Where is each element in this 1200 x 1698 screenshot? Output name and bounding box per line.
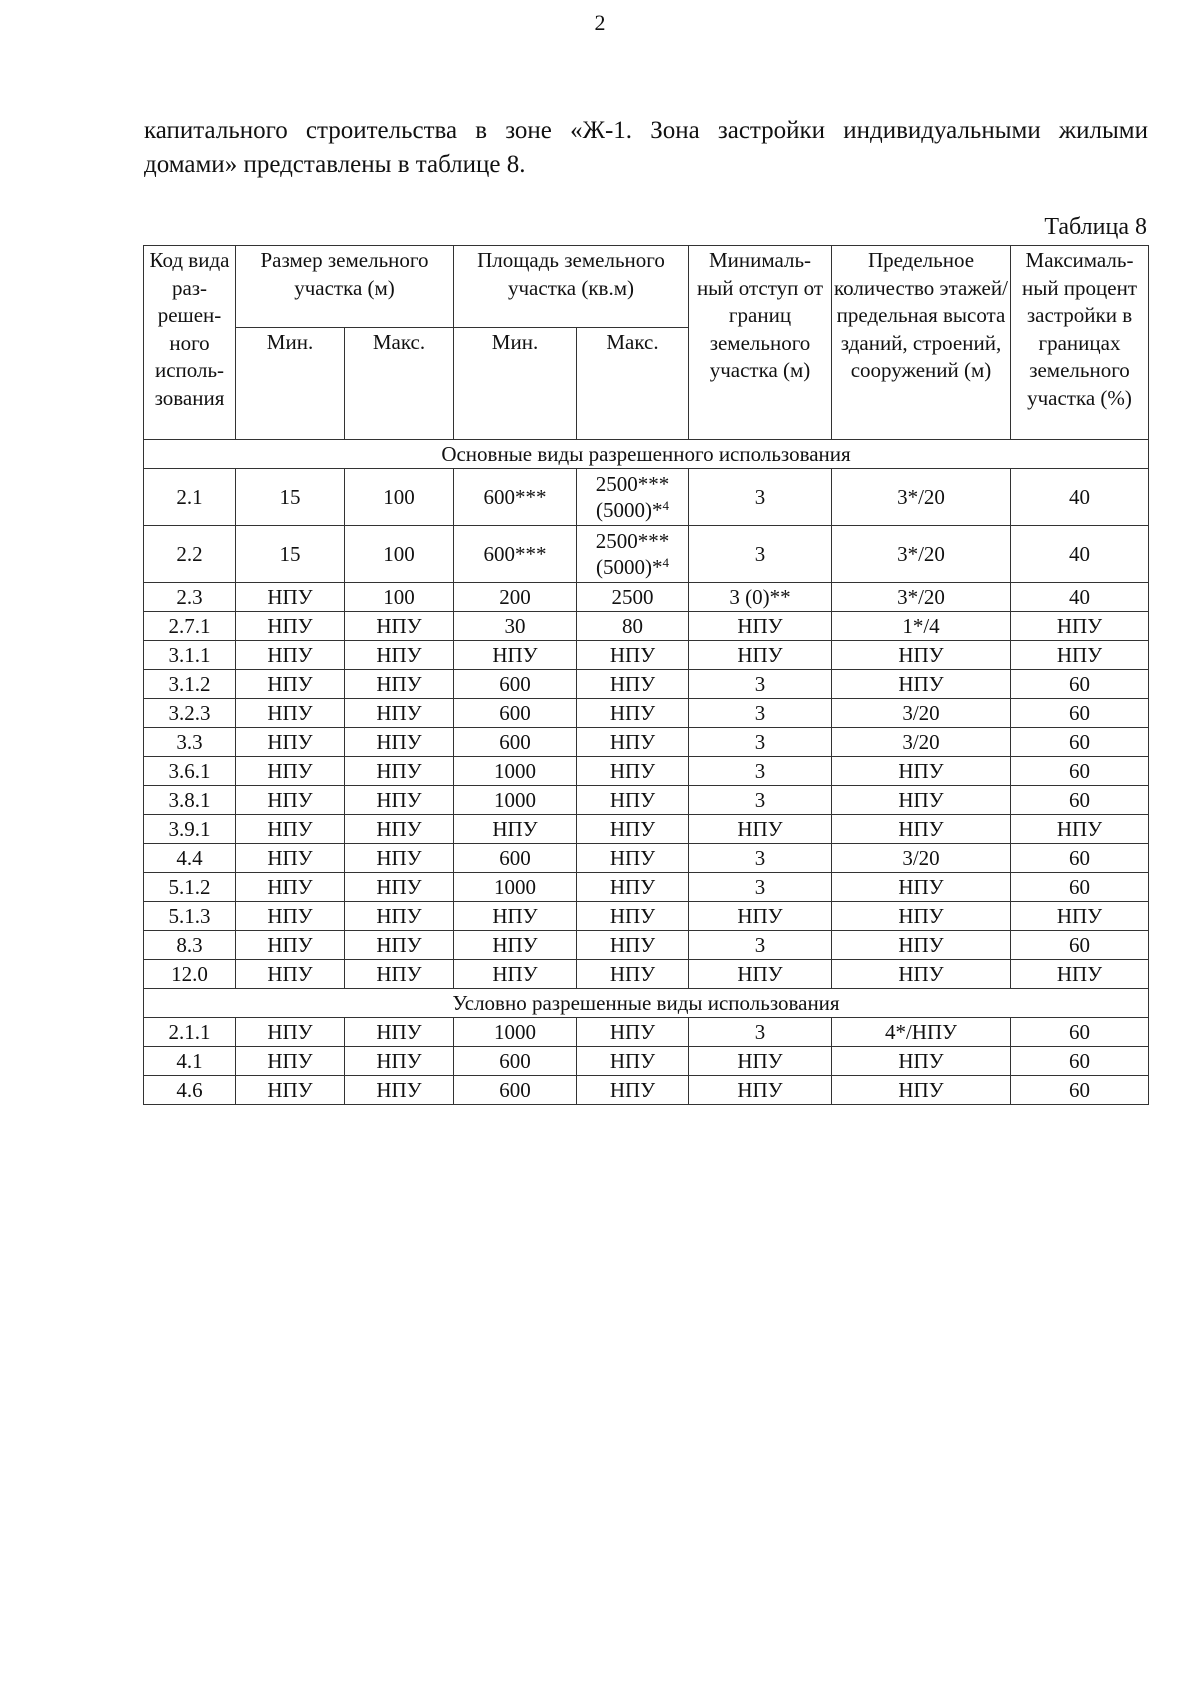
cell-size-max: НПУ	[345, 931, 454, 960]
cell-coverage: 60	[1011, 670, 1149, 699]
table-row	[144, 728, 1149, 757]
cell-floors: 1*/4	[832, 612, 1011, 641]
table-row	[144, 526, 1149, 583]
cell-coverage: 60	[1011, 1018, 1149, 1047]
area-max-line2: (5000)*	[596, 555, 663, 579]
cell-size-max: НПУ	[345, 641, 454, 670]
cell-code: 8.3	[144, 931, 236, 960]
area-max-line1: 2500***	[595, 529, 670, 553]
table-row	[144, 583, 1149, 612]
cell-coverage: 60	[1011, 931, 1149, 960]
cell-setback: НПУ	[689, 1047, 832, 1076]
table-row	[144, 815, 1149, 844]
table-row	[144, 1047, 1149, 1076]
cell-coverage: 60	[1011, 699, 1149, 728]
cell-floors: НПУ	[832, 902, 1011, 931]
cell-code: 3.3	[144, 728, 236, 757]
cell-area-min: 1000	[454, 1018, 577, 1047]
cell-area-max: НПУ	[577, 931, 689, 960]
cell-area-min: 1000	[454, 873, 577, 902]
cell-area-max: НПУ	[577, 844, 689, 873]
cell-size-max: НПУ	[345, 1047, 454, 1076]
cell-size-max: НПУ	[345, 612, 454, 641]
cell-floors: НПУ	[832, 670, 1011, 699]
table-row	[144, 1076, 1149, 1105]
cell-area-min: 600***	[454, 526, 577, 583]
cell-area-max: 80	[577, 612, 689, 641]
cell-coverage: 40	[1011, 469, 1149, 526]
cell-area-max: НПУ	[577, 728, 689, 757]
footnote-mark: 4	[662, 555, 669, 570]
table-caption: Таблица 8	[1044, 214, 1147, 240]
cell-setback: 3	[689, 844, 832, 873]
cell-floors: НПУ	[832, 873, 1011, 902]
cell-area-max: НПУ	[577, 873, 689, 902]
cell-floors: НПУ	[832, 960, 1011, 989]
cell-area-min: 600	[454, 844, 577, 873]
cell-area-max: НПУ	[577, 902, 689, 931]
cell-coverage: НПУ	[1011, 612, 1149, 641]
cell-size-min: 15	[236, 526, 345, 583]
cell-code: 12.0	[144, 960, 236, 989]
cell-size-max: НПУ	[345, 1076, 454, 1105]
cell-setback: 3	[689, 873, 832, 902]
cell-size-min: НПУ	[236, 873, 345, 902]
cell-area-min: НПУ	[454, 902, 577, 931]
cell-code: 2.7.1	[144, 612, 236, 641]
header-plot-area: Площадь земельного участка (кв.м)	[454, 246, 689, 328]
cell-code: 4.6	[144, 1076, 236, 1105]
table-row	[144, 757, 1149, 786]
cell-area-min: 600***	[454, 469, 577, 526]
cell-area-min: 600	[454, 670, 577, 699]
cell-coverage: 60	[1011, 757, 1149, 786]
section-title-conditional: Условно разрешенные виды использования	[144, 989, 1149, 1018]
cell-coverage: 40	[1011, 526, 1149, 583]
cell-coverage: НПУ	[1011, 960, 1149, 989]
table-row	[144, 1018, 1149, 1047]
cell-setback: 3	[689, 728, 832, 757]
cell-area-max: НПУ	[577, 815, 689, 844]
cell-floors: НПУ	[832, 815, 1011, 844]
cell-size-max: НПУ	[345, 902, 454, 931]
table-row	[144, 902, 1149, 931]
cell-size-max: НПУ	[345, 873, 454, 902]
cell-code: 5.1.3	[144, 902, 236, 931]
cell-size-max: НПУ	[345, 815, 454, 844]
cell-size-max: НПУ	[345, 786, 454, 815]
land-use-norms-table	[143, 245, 1149, 1105]
page-number: 2	[594, 10, 606, 35]
cell-area-max: НПУ	[577, 670, 689, 699]
cell-area-min: 600	[454, 1076, 577, 1105]
cell-size-min: НПУ	[236, 583, 345, 612]
table-row	[144, 641, 1149, 670]
cell-coverage: 60	[1011, 786, 1149, 815]
cell-code: 4.1	[144, 1047, 236, 1076]
table-row	[144, 931, 1149, 960]
cell-floors: 4*/НПУ	[832, 1018, 1011, 1047]
header-area-min: Мин.	[454, 328, 577, 440]
cell-setback: 3 (0)**	[689, 583, 832, 612]
cell-size-min: НПУ	[236, 1047, 345, 1076]
cell-area-min: 600	[454, 699, 577, 728]
cell-size-min: НПУ	[236, 1076, 345, 1105]
intro-paragraph: капитального строительства в зоне «Ж-1. Зона застройки индивидуальными жилыми домами» представлены в таблице 8.	[144, 117, 1148, 178]
cell-size-min: НПУ	[236, 960, 345, 989]
cell-area-min: 30	[454, 612, 577, 641]
cell-size-max: НПУ	[345, 960, 454, 989]
cell-setback: 3	[689, 757, 832, 786]
table-row	[144, 670, 1149, 699]
cell-area-max: НПУ	[577, 1018, 689, 1047]
cell-floors: 3*/20	[832, 469, 1011, 526]
cell-setback: НПУ	[689, 641, 832, 670]
cell-area-min: 600	[454, 1047, 577, 1076]
cell-setback: 3	[689, 1018, 832, 1047]
cell-size-max: НПУ	[345, 728, 454, 757]
cell-floors: 3*/20	[832, 583, 1011, 612]
header-min-setback: Минималь-ный отступ от границ земельного участка (м)	[689, 246, 832, 440]
cell-size-min: НПУ	[236, 612, 345, 641]
cell-setback: НПУ	[689, 612, 832, 641]
cell-area-max: НПУ	[577, 757, 689, 786]
cell-area-max: НПУ	[577, 786, 689, 815]
footnote-mark: 4	[662, 498, 669, 513]
cell-coverage: 60	[1011, 873, 1149, 902]
cell-floors: 3/20	[832, 844, 1011, 873]
table-row	[144, 612, 1149, 641]
cell-area-max	[577, 469, 689, 526]
cell-size-max: 100	[345, 583, 454, 612]
cell-size-min: НПУ	[236, 641, 345, 670]
cell-size-min: НПУ	[236, 844, 345, 873]
header-size-max: Макс.	[345, 328, 454, 440]
table-row	[144, 960, 1149, 989]
cell-area-min: 200	[454, 583, 577, 612]
cell-setback: 3	[689, 670, 832, 699]
cell-setback: 3	[689, 469, 832, 526]
cell-area-min: НПУ	[454, 931, 577, 960]
cell-coverage: 60	[1011, 844, 1149, 873]
cell-coverage: 60	[1011, 1047, 1149, 1076]
cell-area-max	[577, 526, 689, 583]
cell-floors: 3*/20	[832, 526, 1011, 583]
header-floors-height: Предельное количество этажей/ предельная высота зданий, строений, сооружений (м)	[832, 246, 1011, 440]
cell-size-min: НПУ	[236, 728, 345, 757]
cell-coverage: НПУ	[1011, 815, 1149, 844]
cell-setback: НПУ	[689, 960, 832, 989]
cell-setback: НПУ	[689, 1076, 832, 1105]
cell-size-min: НПУ	[236, 757, 345, 786]
cell-size-max: НПУ	[345, 699, 454, 728]
section-title-main: Основные виды разрешенного использования	[144, 440, 1149, 469]
cell-floors: НПУ	[832, 641, 1011, 670]
cell-size-max: НПУ	[345, 757, 454, 786]
cell-code: 5.1.2	[144, 873, 236, 902]
area-max-line1: 2500***	[595, 472, 670, 496]
cell-size-min: 15	[236, 469, 345, 526]
cell-area-max: НПУ	[577, 641, 689, 670]
cell-size-min: НПУ	[236, 815, 345, 844]
header-max-coverage: Максималь-ный процент застройки в границах земельного участка (%)	[1011, 246, 1149, 440]
cell-size-min: НПУ	[236, 902, 345, 931]
cell-size-max: 100	[345, 526, 454, 583]
cell-code: 4.4	[144, 844, 236, 873]
cell-setback: НПУ	[689, 902, 832, 931]
cell-setback: 3	[689, 931, 832, 960]
cell-setback: 3	[689, 786, 832, 815]
cell-area-min: НПУ	[454, 641, 577, 670]
cell-floors: НПУ	[832, 1047, 1011, 1076]
table-row	[144, 786, 1149, 815]
cell-size-min: НПУ	[236, 931, 345, 960]
table-row	[144, 873, 1149, 902]
table-row	[144, 469, 1149, 526]
cell-floors: 3/20	[832, 728, 1011, 757]
cell-size-min: НПУ	[236, 699, 345, 728]
cell-size-min: НПУ	[236, 670, 345, 699]
cell-coverage: НПУ	[1011, 641, 1149, 670]
table-row	[144, 844, 1149, 873]
cell-area-max: НПУ	[577, 1076, 689, 1105]
cell-area-max: НПУ	[577, 1047, 689, 1076]
cell-area-min: 600	[454, 728, 577, 757]
cell-size-max: НПУ	[345, 670, 454, 699]
cell-code: 2.2	[144, 526, 236, 583]
cell-coverage: 60	[1011, 1076, 1149, 1105]
cell-area-max: НПУ	[577, 960, 689, 989]
cell-floors: 3/20	[832, 699, 1011, 728]
cell-code: 2.3	[144, 583, 236, 612]
table-row	[144, 699, 1149, 728]
cell-code: 3.9.1	[144, 815, 236, 844]
cell-area-min: 1000	[454, 757, 577, 786]
cell-code: 3.8.1	[144, 786, 236, 815]
cell-floors: НПУ	[832, 931, 1011, 960]
cell-coverage: 60	[1011, 728, 1149, 757]
cell-size-max: 100	[345, 469, 454, 526]
cell-code: 3.1.1	[144, 641, 236, 670]
cell-code: 3.1.2	[144, 670, 236, 699]
header-plot-size: Размер земельного участка (м)	[236, 246, 454, 328]
cell-coverage: НПУ	[1011, 902, 1149, 931]
header-code: Код вида раз-решен-ного исполь-зования	[144, 246, 236, 440]
cell-size-max: НПУ	[345, 1018, 454, 1047]
cell-size-max: НПУ	[345, 844, 454, 873]
header-area-max: Макс.	[577, 328, 689, 440]
cell-floors: НПУ	[832, 786, 1011, 815]
cell-code: 2.1	[144, 469, 236, 526]
cell-area-min: НПУ	[454, 815, 577, 844]
cell-area-min: НПУ	[454, 960, 577, 989]
area-max-line2: (5000)*	[596, 498, 663, 522]
cell-area-min: 1000	[454, 786, 577, 815]
cell-code: 3.6.1	[144, 757, 236, 786]
cell-setback: 3	[689, 699, 832, 728]
cell-code: 3.2.3	[144, 699, 236, 728]
cell-size-min: НПУ	[236, 786, 345, 815]
cell-size-min: НПУ	[236, 1018, 345, 1047]
cell-floors: НПУ	[832, 1076, 1011, 1105]
cell-code: 2.1.1	[144, 1018, 236, 1047]
cell-area-max: НПУ	[577, 699, 689, 728]
cell-coverage: 40	[1011, 583, 1149, 612]
cell-floors: НПУ	[832, 757, 1011, 786]
cell-setback: 3	[689, 526, 832, 583]
cell-area-max: 2500	[577, 583, 689, 612]
cell-setback: НПУ	[689, 815, 832, 844]
header-size-min: Мин.	[236, 328, 345, 440]
